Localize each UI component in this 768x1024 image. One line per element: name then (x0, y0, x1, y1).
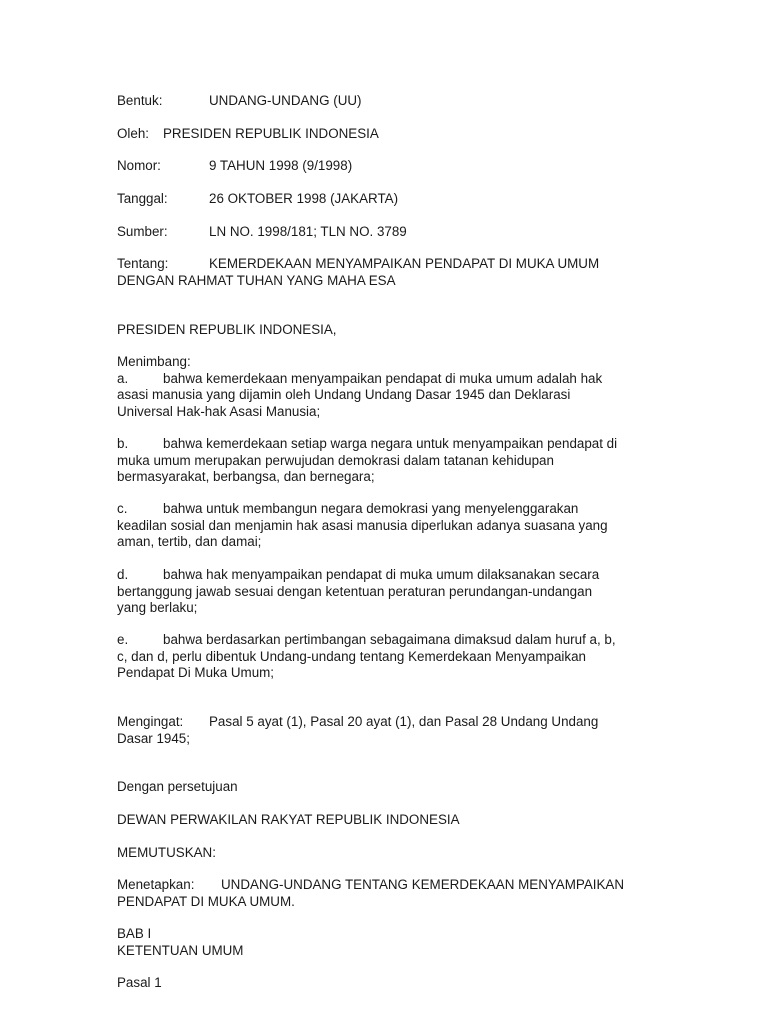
meta-value-continued: DENGAN RAHMAT TUHAN YANG MAHA ESA (117, 272, 396, 288)
meta-value: PRESIDEN REPUBLIK INDONESIA (163, 126, 379, 141)
item-letter: c. (117, 501, 128, 516)
meta-label: Nomor: (117, 158, 161, 173)
dpr-heading: DEWAN PERWAKILAN RAKYAT REPUBLIK INDONESIA (117, 812, 460, 827)
menimbang-item-b (117, 436, 657, 486)
item-text: yang berlaku; (117, 600, 198, 615)
memutuskan-heading: MEMUTUSKAN: (117, 845, 216, 860)
meta-tentang (117, 256, 657, 289)
item-text: aman, tertib, dan damai; (117, 534, 262, 549)
meta-value: KEMERDEKAAN MENYAMPAIKAN PENDAPAT DI MUKA UMUM (209, 256, 600, 271)
menimbang-section (117, 354, 657, 420)
meta-nomor (117, 158, 657, 175)
meta-value: UNDANG-UNDANG (UU) (209, 93, 362, 108)
item-text: bahwa berdasarkan pertimbangan sebagaimana dimaksud dalam huruf a, b, (163, 632, 616, 647)
meta-value: 9 TAHUN 1998 (9/1998) (209, 158, 353, 173)
item-text: asasi manusia yang dijamin oleh Undang Undang Dasar 1945 dan Deklarasi (117, 387, 571, 402)
bab-title: KETENTUAN UMUM (117, 942, 244, 958)
meta-sumber (117, 224, 657, 241)
menimbang-item-e (117, 632, 657, 682)
meta-label: Oleh: (117, 126, 150, 141)
meta-label: Sumber: (117, 224, 168, 239)
menimbang-heading: Menimbang: (117, 354, 191, 369)
mengingat-section (117, 714, 657, 747)
item-text: bahwa hak menyampaikan pendapat di muka umum dilaksanakan secara (163, 567, 600, 582)
item-text: Universal Hak-hak Asasi Manusia; (117, 403, 321, 419)
item-letter: b. (117, 436, 129, 451)
item-text: bahwa kemerdekaan menyampaikan pendapat di muka umum adalah hak (163, 370, 603, 386)
item-letter: d. (117, 567, 129, 582)
menetapkan-text: UNDANG-UNDANG TENTANG KEMERDEKAAN MENYAMPAIKAN (221, 877, 625, 892)
item-text: Pendapat Di Muka Umum; (117, 665, 275, 680)
meta-tanggal (117, 191, 657, 208)
menetapkan-text: PENDAPAT DI MUKA UMUM. (117, 893, 295, 909)
menimbang-item-d (117, 567, 657, 617)
item-letter: a. (117, 370, 129, 386)
item-text: muka umum merupakan perwujudan demokrasi dalam tatanan kehidupan (117, 452, 554, 468)
item-text: bahwa kemerdekaan setiap warga negara untuk menyampaikan pendapat di (163, 436, 618, 451)
menetapkan-label: Menetapkan: (117, 877, 195, 892)
item-text: bertanggung jawab sesuai dengan ketentuan peraturan perundangan-undangan (117, 583, 593, 599)
bab-number: BAB I (117, 926, 152, 941)
mengingat-text: Dasar 1945; (117, 730, 190, 746)
meta-label: Bentuk: (117, 93, 163, 108)
item-text: bermasyarakat, berbangsa, dan bernegara; (117, 469, 375, 484)
menetapkan-section (117, 877, 657, 910)
item-text: c, dan d, perlu dibentuk Undang-undang tentang Kemerdekaan Menyampaikan (117, 648, 586, 664)
president-heading: PRESIDEN REPUBLIK INDONESIA, (117, 322, 337, 337)
meta-value: LN NO. 1998/181; TLN NO. 3789 (209, 224, 407, 239)
mengingat-label: Mengingat: (117, 714, 184, 729)
pasal-heading: Pasal 1 (117, 975, 162, 990)
meta-oleh (117, 126, 657, 143)
item-letter: e. (117, 632, 129, 647)
menimbang-item-c (117, 501, 657, 551)
meta-bentuk (117, 93, 657, 110)
meta-label: Tentang: (117, 256, 169, 271)
item-text: keadilan sosial dan menjamin hak asasi manusia diperlukan adanya suasana yang (117, 517, 608, 533)
mengingat-text: Pasal 5 ayat (1), Pasal 20 ayat (1), dan Pasal 28 Undang Undang (209, 714, 599, 729)
persetujuan-text: Dengan persetujuan (117, 779, 238, 794)
bab-heading (117, 926, 657, 959)
item-text: bahwa untuk membangun negara demokrasi yang menyelenggarakan (163, 501, 579, 516)
meta-value: 26 OKTOBER 1998 (JAKARTA) (209, 191, 399, 206)
meta-label: Tanggal: (117, 191, 168, 206)
